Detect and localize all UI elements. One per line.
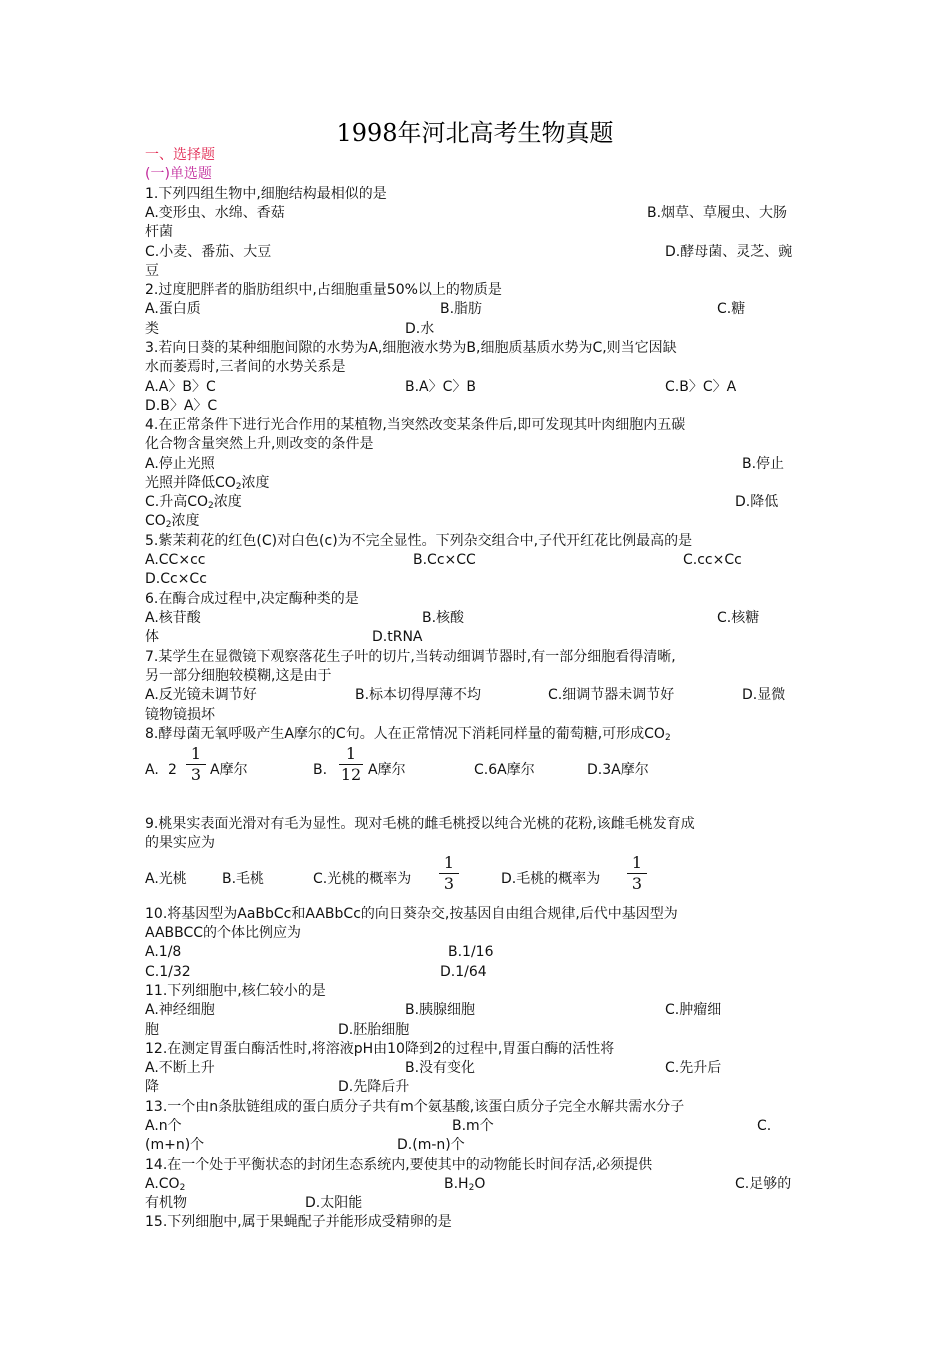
- q1-option-d: D.酵母菌、灵芝、豌: [665, 244, 793, 260]
- q10-stem-line1: 10.将基因型为AaBbCc和AABbCc的向日葵杂交,按基因自由组合规律,后代中基因型为: [145, 906, 678, 922]
- q3-option-a: A.A〉B〉C: [145, 379, 216, 395]
- q1-option-c: C.小麦、番茄、大豆: [145, 244, 272, 260]
- q1-option-b: B.烟草、草履虫、大肠: [647, 205, 788, 221]
- subsection-heading: (一)单选题: [145, 166, 212, 182]
- q9-option-c: C.光桃的概率为: [313, 871, 412, 887]
- q12-option-b: B.没有变化: [405, 1060, 476, 1076]
- q11-option-c-cont: 胞: [145, 1022, 159, 1038]
- q8-option-b-unit: A摩尔: [368, 762, 406, 778]
- q11-option-d: D.胚胎细胞: [338, 1022, 410, 1038]
- q8-option-a-whole: 2: [168, 762, 177, 778]
- q13-stem: 13.一个由n条肽链组成的蛋白质分子共有m个氨基酸,该蛋白质分子完全水解共需水分子: [145, 1099, 685, 1115]
- q4-option-d: D.降低: [735, 494, 779, 510]
- q11-stem: 11.下列细胞中,核仁较小的是: [145, 983, 326, 999]
- q13-option-d: D.(m-n)个: [397, 1137, 465, 1153]
- q12-option-a: A.不断上升: [145, 1060, 215, 1076]
- q14-option-c-cont: 有机物: [145, 1195, 187, 1211]
- q7-option-d-cont: 镜物镜损坏: [145, 707, 215, 723]
- q13-option-c-cont: (m+n)个: [145, 1137, 205, 1153]
- q4-option-b-cont: 光照并降低$CO_2$浓度: [145, 475, 270, 492]
- q12-stem: 12.在测定胃蛋白酶活性时,将溶液pH由10降到2的过程中,胃蛋白酶的活性将: [145, 1041, 615, 1057]
- q14-option-c: C.足够的: [735, 1176, 792, 1192]
- q8-option-b-fraction: 1 12: [340, 744, 362, 784]
- q7-option-b: B.标本切得厚薄不均: [355, 687, 482, 703]
- q3-stem-line1: 3.若向日葵的某种细胞间隙的水势为A,细胞液水势为B,细胞质基质水势为C,则当它因缺: [145, 340, 677, 356]
- q7-option-c: C.细调节器未调节好: [548, 687, 675, 703]
- q3-option-d: D.B〉A〉C: [145, 398, 218, 414]
- q10-option-d: D.1/64: [440, 964, 487, 980]
- q1-stem: 1.下列四组生物中,细胞结构最相似的是: [145, 186, 387, 202]
- q6-stem: 6.在酶合成过程中,决定酶种类的是: [145, 591, 359, 607]
- q7-stem-line1: 7.某学生在显微镜下观察落花生子叶的切片,当转动细调节器时,有一部分细胞看得清晰,: [145, 649, 676, 665]
- q8-option-a-unit: A摩尔: [210, 762, 248, 778]
- q4-option-d-cont: $CO_2$浓度: [145, 513, 200, 530]
- q5-option-b: B.Cc×CC: [413, 552, 476, 568]
- q8-option-b-label: B.: [313, 762, 328, 778]
- page-title: 1998年河北高考生物真题: [336, 119, 614, 147]
- q6-option-d: D.tRNA: [372, 629, 423, 645]
- q5-option-d: D.Cc×Cc: [145, 571, 207, 587]
- q12-option-c: C.先升后: [665, 1060, 722, 1076]
- q9-option-d-fraction: 1 3: [627, 854, 647, 893]
- q9-stem-line1: 9.桃果实表面光滑对有毛为显性。现对毛桃的雌毛桃授以纯合光桃的花粉,该雌毛桃发育成: [145, 816, 695, 832]
- q8-stem: 8.酵母菌无氧呼吸产生A摩尔的C句。人在正常情况下消耗同样量的葡萄糖,可形成$CO_2$: [145, 726, 671, 743]
- q10-option-c: C.1/32: [145, 964, 191, 980]
- q12-option-d: D.先降后升: [338, 1079, 410, 1095]
- q1-option-a: A.变形虫、水绵、香菇: [145, 205, 285, 221]
- q7-option-a: A.反光镜未调节好: [145, 687, 257, 703]
- q14-option-d: D.太阳能: [305, 1195, 363, 1211]
- q13-option-c: C.: [757, 1118, 772, 1134]
- section-heading: 一、选择题: [145, 147, 215, 163]
- q4-option-b: B.停止: [742, 456, 785, 472]
- q15-stem: 15.下列细胞中,属于果蝇配子并能形成受精卵的是: [145, 1214, 452, 1230]
- q9-option-b: B.毛桃: [222, 871, 265, 887]
- q10-option-a: A.1/8: [145, 944, 182, 960]
- q12-option-c-cont: 降: [145, 1079, 159, 1095]
- q5-stem: 5.紫茉莉花的红色(C)对白色(c)为不完全显性。下列杂交组合中,子代开红花比例最高的是: [145, 533, 693, 549]
- q3-stem-line2: 水而萎焉时,三者间的水势关系是: [145, 359, 346, 375]
- q2-option-c: C.糖: [717, 301, 746, 317]
- q10-option-b: B.1/16: [448, 944, 494, 960]
- q2-option-a: A.蛋白质: [145, 301, 201, 317]
- q2-option-d: D.水: [405, 321, 435, 337]
- q4-option-c: C.升高$CO_2$浓度: [145, 494, 242, 511]
- q3-option-c: C.B〉C〉A: [665, 379, 737, 395]
- q6-option-c: C.核糖: [717, 610, 760, 626]
- q9-option-a: A.光桃: [145, 871, 187, 887]
- q4-stem-line2: 化合物含量突然上升,则改变的条件是: [145, 436, 374, 452]
- q8-option-a-fraction: 1 3: [186, 745, 206, 784]
- q9-option-d: D.毛桃的概率为: [501, 871, 601, 887]
- q2-option-b: B.脂肪: [440, 301, 483, 317]
- q9-stem-line2: 的果实应为: [145, 835, 215, 851]
- q6-option-c-cont: 体: [145, 629, 159, 645]
- q8-option-a-label: A.: [145, 762, 159, 778]
- q2-option-c-cont: 类: [145, 321, 159, 337]
- q14-option-a: $A.CO_2$: [145, 1176, 186, 1193]
- q1-option-d-cont: 豆: [145, 263, 159, 279]
- q3-option-b: B.A〉C〉B: [405, 379, 477, 395]
- q7-stem-line2: 另一部分细胞较模糊,这是由于: [145, 668, 332, 684]
- q8-option-d: D.3A摩尔: [587, 762, 649, 778]
- q10-stem-line2: AABBCC的个体比例应为: [145, 925, 302, 941]
- q11-option-c: C.肿瘤细: [665, 1002, 722, 1018]
- q4-stem-line1: 4.在正常条件下进行光合作用的某植物,当突然改变某条件后,即可发现其叶肉细胞内五碳: [145, 417, 686, 433]
- q5-option-c: C.cc×Cc: [683, 552, 742, 568]
- q7-option-d: D.显微: [742, 687, 786, 703]
- q9-option-c-fraction: 1 3: [439, 854, 459, 893]
- q13-option-b: B.m个: [452, 1118, 494, 1134]
- q1-option-b-cont: 杆菌: [145, 224, 173, 240]
- q6-option-a: A.核苷酸: [145, 610, 201, 626]
- q11-option-a: A.神经细胞: [145, 1002, 215, 1018]
- q14-stem: 14.在一个处于平衡状态的封闭生态系统内,要使其中的动物能长时间存活,必须提供: [145, 1157, 653, 1173]
- q13-option-a: A.n个: [145, 1118, 182, 1134]
- q6-option-b: B.核酸: [422, 610, 465, 626]
- q8-option-c: C.6A摩尔: [474, 762, 535, 778]
- q2-stem: 2.过度肥胖者的脂肪组织中,占细胞重量50%以上的物质是: [145, 282, 502, 298]
- q4-option-a: A.停止光照: [145, 456, 215, 472]
- q11-option-b: B.胰腺细胞: [405, 1002, 476, 1018]
- q14-option-b: $B.H_2O$: [444, 1176, 486, 1193]
- q5-option-a: A.CC×cc: [145, 552, 206, 568]
